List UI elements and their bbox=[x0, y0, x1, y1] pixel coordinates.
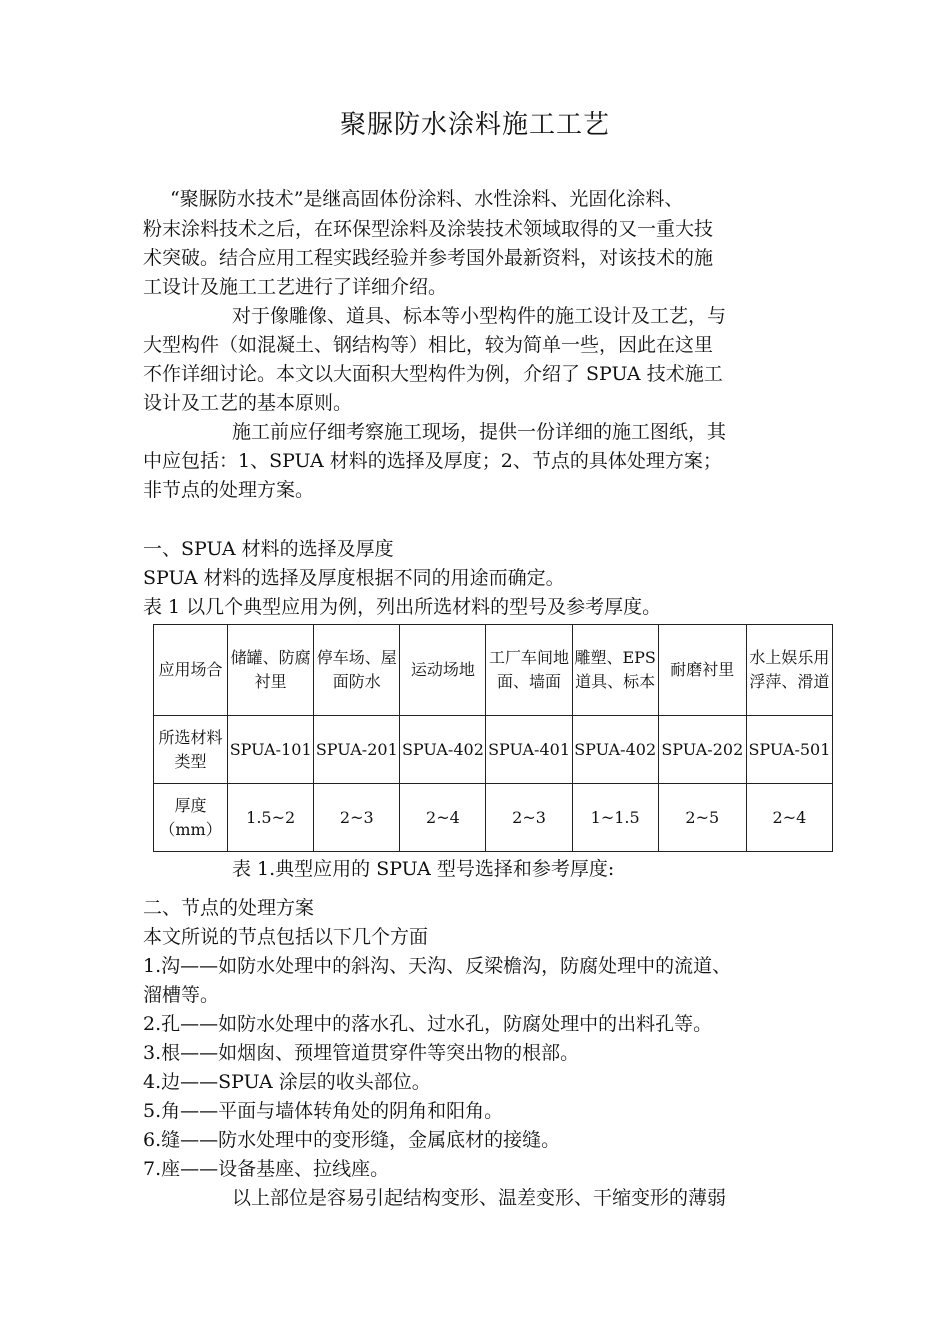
table-cell: 2~3 bbox=[314, 784, 400, 852]
table-cell: 运动场地 bbox=[400, 625, 486, 716]
list-item: 5.角——平面与墙体转角处的阴角和阳角。 bbox=[143, 1100, 504, 1122]
table-cell: 耐磨衬里 bbox=[658, 625, 746, 716]
intro-line-4: 工设计及施工工艺进行了详细介绍。 bbox=[143, 276, 448, 298]
table-cell: 雕塑、EPS道具、标本 bbox=[572, 625, 658, 716]
table-cell: SPUA-401 bbox=[486, 716, 572, 784]
section1-line-2: 表 1 以几个典型应用为例，列出所选材料的型号及参考厚度。 bbox=[143, 596, 662, 618]
list-item: 7.座——设备基座、拉线座。 bbox=[143, 1158, 390, 1180]
section2-intro: 本文所说的节点包括以下几个方面 bbox=[143, 926, 429, 948]
table-cell: 水上娱乐用浮萍、滑道 bbox=[746, 625, 832, 716]
table-row-thickness bbox=[154, 784, 833, 852]
list-item: 2.孔——如防水处理中的落水孔、过水孔，防腐处理中的出料孔等。 bbox=[143, 1013, 713, 1035]
para2-line-3: 不作详细讨论。本文以大面积大型构件为例，介绍了 SPUA 技术施工 bbox=[143, 363, 723, 385]
table-cell: SPUA-101 bbox=[228, 716, 314, 784]
table-cell: 2~3 bbox=[486, 784, 572, 852]
para2-line-1: 对于像雕像、道具、标本等小型构件的施工设计及工艺，与 bbox=[232, 305, 727, 327]
section2-heading: 二、节点的处理方案 bbox=[143, 897, 315, 919]
section2-closing: 以上部位是容易引起结构变形、温差变形、干缩变形的薄弱 bbox=[232, 1187, 727, 1209]
table-cell: 工厂车间地面、墙面 bbox=[486, 625, 572, 716]
para3-line-1: 施工前应仔细考察施工现场，提供一份详细的施工图纸，其 bbox=[232, 421, 727, 443]
table-cell: 2~4 bbox=[400, 784, 486, 852]
list-item: 6.缝——防水处理中的变形缝，金属底材的接缝。 bbox=[143, 1129, 561, 1151]
table-cell: SPUA-402 bbox=[400, 716, 486, 784]
table-cell: 2~4 bbox=[746, 784, 832, 852]
para2-line-4: 设计及工艺的基本原则。 bbox=[143, 392, 353, 414]
intro-line-2: 粉末涂料技术之后，在环保型涂料及涂装技术领域取得的又一重大技 bbox=[143, 218, 714, 240]
section1-line-1: SPUA 材料的选择及厚度根据不同的用途而确定。 bbox=[143, 567, 565, 589]
table-row-application bbox=[154, 625, 833, 716]
para3-line-3: 非节点的处理方案。 bbox=[143, 479, 315, 501]
table-cell: 所选材料类型 bbox=[154, 716, 228, 784]
document-title: 聚脲防水涂料施工工艺 bbox=[339, 110, 610, 140]
table-caption: 表 1.典型应用的 SPUA 型号选择和参考厚度: bbox=[232, 858, 615, 880]
table-row-material bbox=[154, 716, 833, 784]
table-cell: 应用场合 bbox=[154, 625, 228, 716]
table-cell: 1.5~2 bbox=[228, 784, 314, 852]
intro-line-3: 术突破。结合应用工程实践经验并参考国外最新资料，对该技术的施 bbox=[143, 247, 714, 269]
list-item: 3.根——如烟囱、预埋管道贯穿件等突出物的根部。 bbox=[143, 1042, 580, 1064]
table-cell: 2~5 bbox=[658, 784, 746, 852]
para2-line-2: 大型构件（如混凝土、钢结构等）相比，较为简单一些，因此在这里 bbox=[143, 334, 714, 356]
table-cell: 储罐、防腐衬里 bbox=[228, 625, 314, 716]
intro-line-1: “聚脲防水技术”是继高固体份涂料、水性涂料、光固化涂料、 bbox=[170, 188, 684, 210]
table-cell: 停车场、屋面防水 bbox=[314, 625, 400, 716]
list-item: 溜槽等。 bbox=[143, 984, 220, 1006]
para3-line-2: 中应包括：1、SPUA 材料的选择及厚度；2、节点的具体处理方案； bbox=[143, 450, 722, 472]
table-cell: SPUA-202 bbox=[658, 716, 746, 784]
table-cell: 厚度（mm） bbox=[154, 784, 228, 852]
list-item: 1.沟——如防水处理中的斜沟、天沟、反梁檐沟，防腐处理中的流道、 bbox=[143, 955, 732, 977]
spec-table bbox=[153, 624, 833, 852]
list-item: 4.边——SPUA 涂层的收头部位。 bbox=[143, 1071, 431, 1093]
table-cell: SPUA-402 bbox=[572, 716, 658, 784]
section1-heading: 一、SPUA 材料的选择及厚度 bbox=[143, 538, 394, 560]
table-cell: SPUA-201 bbox=[314, 716, 400, 784]
table-cell: SPUA-501 bbox=[746, 716, 832, 784]
table-cell: 1~1.5 bbox=[572, 784, 658, 852]
